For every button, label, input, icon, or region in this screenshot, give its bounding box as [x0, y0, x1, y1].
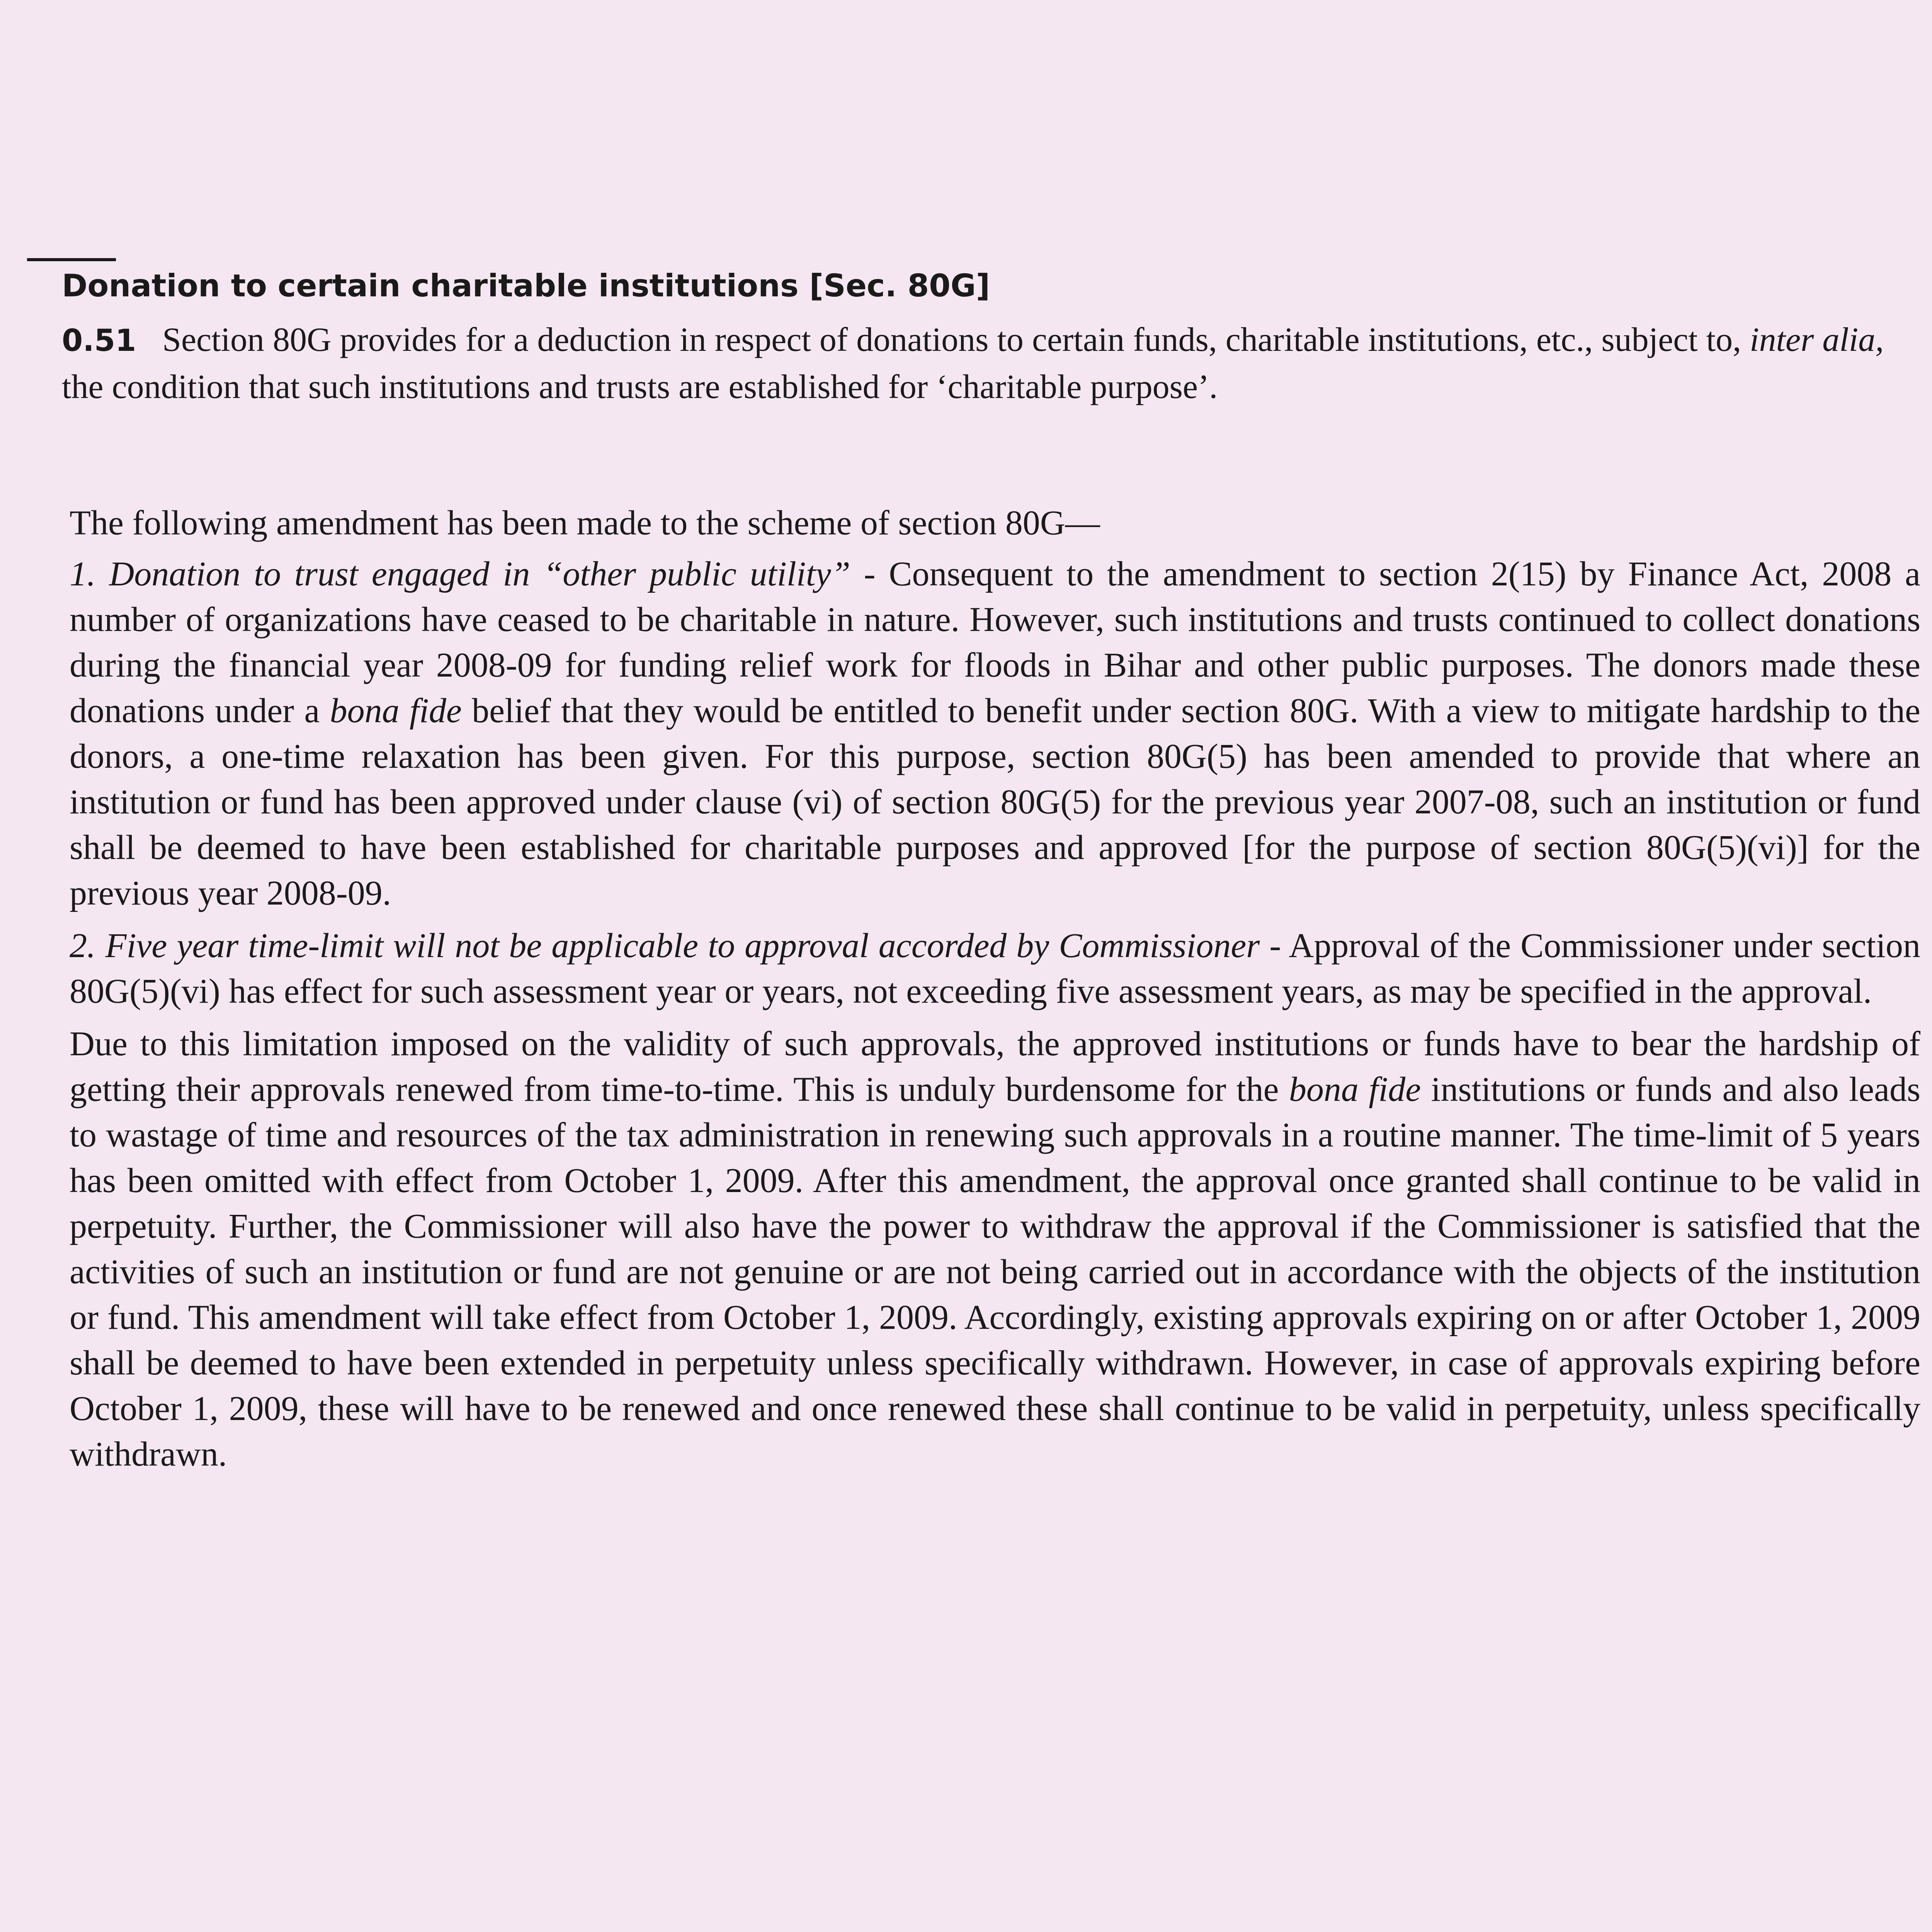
- paragraph-text-continued: the condition that such institutions and trusts are established for ‘charitable purpose’.: [62, 368, 1218, 406]
- top-rule: [27, 258, 116, 261]
- closing-text-continued: institutions or funds and also leads to wastage of time and resources of the tax administration in renewing such approvals in a routine manner. The time-limit of 5 years has been omitted with effect from October 1, 2009. After this amendment, the approval once granted shall continue to be valid in perpetuity. Further, the Commissioner will also have the power to withdraw the approval if the Commissioner is satisfied that the activities of such an institution or fund are not genuine or are not being carried out in accordance with the objects of the institution or fund. This amendment will take effect from October 1, 2009. Accordingly, existing approvals expiring on or after October 1, 2009 shall be deemed to have been extended in perpetuity unless specifically withdrawn. However, in case of approvals expiring before October 1, 2009, these will have to be renewed and once renewed these shall continue to be valid in perpetuity, unless specifically withdrawn.: [70, 1070, 1920, 1473]
- closing-italic-text: bona fide: [1289, 1070, 1421, 1109]
- section-heading: Donation to certain charitable institutions [Sec. 80G]: [62, 268, 990, 304]
- paragraph-italic-text: inter alia,: [1750, 321, 1884, 359]
- amendment-item-2: [70, 923, 1920, 1014]
- amendment-item-1-title: 1. Donation to trust engaged in “other public utility”: [70, 555, 850, 593]
- paragraph-0-51: [62, 317, 1893, 410]
- paragraph-number: 0.51: [62, 323, 136, 358]
- amendment-closing-paragraph: [70, 1021, 1920, 1477]
- amendment-item-1-body-continued: belief that they would be entitled to benefit under section 80G. With a view to mitigate hardship to the donors, a one-time relaxation has been given. For this purpose, section 80G(5) has been amended to provide that where an institution or fund has been approved under clause (vi) of section 80G(5) for the previous year 2007-08, such an institution or fund shall be deemed to have been established for charitable purposes and approved [for the purpose of section 80G(5)(vi)] for the previous year 2008-09.: [70, 692, 1920, 912]
- amendment-item-2-title: 2. Five year time-limit will not be applicable to approval accorded by Commissioner: [70, 927, 1260, 965]
- amendment-item-1-italic: bona fide: [330, 692, 462, 730]
- amendment-intro: The following amendment has been made to the scheme of section 80G—: [70, 504, 1100, 542]
- amendment-section: [70, 500, 1920, 1484]
- amendment-item-1-body: - Consequent to the amendment to section 2(15) by Finance Act, 2008 a number of organizations have ceased to be charitable in nature. However, such institutions and trusts continued to collect donations during the financial year 2008-09 for funding relief work for floods in Bihar and other public purposes. The donors made these donations under a: [70, 555, 1920, 730]
- amendment-item-1: [70, 551, 1920, 916]
- closing-text: Due to this limitation imposed on the validity of such approvals, the approved institutions or funds have to bear the hardship of getting their approvals renewed from time-to-time. This is unduly burdensome for the: [70, 1025, 1920, 1109]
- amendment-item-2-body: - Approval of the Commissioner under section 80G(5)(vi) has effect for such assessment year or years, not exceeding five assessment years, as may be specified in the approval.: [70, 927, 1920, 1010]
- paragraph-text: Section 80G provides for a deduction in respect of donations to certain funds, charitable institutions, etc., subject to,: [162, 321, 1750, 359]
